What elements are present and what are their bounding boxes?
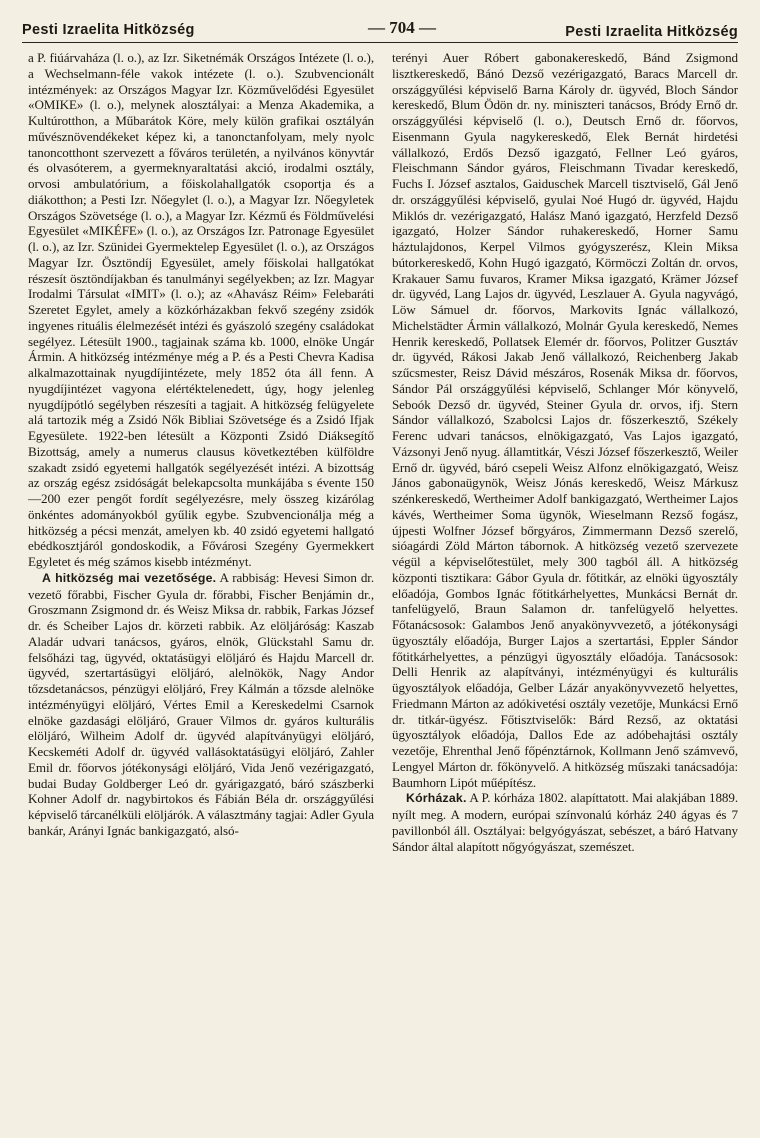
right-paragraph-2 [392,790,738,854]
page-number: — 704 — [368,18,436,37]
section-heading-hospitals: Kórházak. [406,791,467,806]
left-paragraph-2 [28,570,374,839]
left-column [28,50,374,839]
header-rule [22,42,738,43]
left-paragraph-1: a P. fiúárvaháza (l. o.), az Izr. Siketnémák Országos Intézete (l. o.), a Wechselmann-féle vakok intézete (l. o.). Szubvencionált intézmények: az Országos Magyar Izr. Közművelődési Egyesület «OMIKE» (l. o.), melynek alosztályai: a Menza Akademika, a Kultúrotthon, a Műbarátok Köre, mely külön grafikai osztályán művésznövendékeket képez ki, a tanonctanfolyam, mely nyolc tanoncotthont szervezett a főváros területén, a nyilvános könyvtár és olvasóterem, a gyermeknyaraltatási akció, irodalmi osztály, orvosi ambulatórium, a főiskolahallgatók csoportja és a diákotthon; a Pesti Izr. Nőegylet (l. o.), a Magyar Izr. Nőegyletek Országos Szövetsége (l. o.), a Magyar Izr. Kézmű és Földművelési Egyesület «MIKÉFE» (l. o.), az Országos Izr. Patronage Egyesület (l. o.), az Izr. Szünidei Gyermektelep Egyesület (l. o.), az Országos Magyar Izr. Ösztöndíj Egyesület, amely főiskolai hallgatókat részesít ösztöndíjakban és tanulmányi segélyekben; az Izr. Magyar Irodalmi Társulat «IMIT» (l. o.); az «Ahavász Réim» Felebaráti Szeretet Egylet, amely a közkórházakban fekvő szegény zsidók ingyenes rituális élelmezését intézi és gyászoló szegény családokat segélyez. Létesült 1900., tagjainak száma kb. 1000, elnöke Ungár Ármin. A hitközség intézménye még a P. és a Pesti Chevra Kadisa alkalmazottainak nyugdíjintézete, mely 1852 óta áll fenn. A nyugdíjintézet vagyona elértéktelenedett, úgy, hogy jelenleg nyugdíjpótló segélyben részesíti a tagjait. A hitközség felügyelete alá tartozik még a Zsidó Nők Bibliai Szövetsége és a Zsidó Ifjak Egyesülete. 1922-ben létesült a Központi Zsidó Diáksegítő Bizottság, amely a numerus clausus következtében külföldre szakadt zsidó egyetemi hallgatók segélyezését intézi. A bizottság az ország egész zsidóságát belekapcsolta munkájába s évente 150—200 ezer pengőt fordít segélyezésre, mely összeg kizárólag önkéntes adományokból gyűlik egybe. Szubvencionálja még a hitközség a pécsi menzát, amelyen kb. 40 zsidó egyetemi hallgató ebédkosztjáról gondoskodik, a Fővárosi Szegény Gyermekkert Egyletet és még számos kisebb intézményt. [28,50,374,569]
section-heading-leadership: A hitközség mai vezetősége. [42,570,217,585]
right-column [392,50,738,854]
running-header [22,14,738,44]
header-right-title: Pesti Izraelita Hitközség [565,24,738,40]
right-paragraph-1: terényi Auer Róbert gabonakereskedő, Bánd Zsigmond lisztkereskedő, Bánó Dezső vezérigazgató, Baracs Marcell dr. országgyűlési képviselő Barna Károly dr. ügyvéd, Bloch Sándor kereskedő, Blum Ödön dr. ny. miniszteri tanácsos, Bródy Ernő dr. országgyűlési képviselő (l. o.), Deutsch Ernő dr. főorvos, Eisenmann Gyula nagykereskedő, Elek Bernát hirdetési vállalkozó, Erdős Dezső igazgató, Fellner Leó gyáros, Fleischmann Sándor gyáros, Fleischmann Tivadar kereskedő, Fuchs I. József asztalos, Gaiduschek Marcell tisztviselő, Gál Jenő dr. országgyűlési képviselő, gyulai Noé Hugó dr. ügyvéd, Hajdu Miklós dr. vezérigazgató, Halász Manó igazgató, Herzfeld Dezső igazgató, Holzer Sándor ruhakereskedő, Horner Samu háztulajdonos, Kerpel Vilmos gyógyszerész, Klein Miksa bútorkereskedő, Kohn Hugó igazgató, Körmöczi Zoltán dr. orvos, Krakauer Samu fuvaros, Kramer Miksa igazgató, Krämer József dr. ügyvéd, Lang Lajos dr. ügyvéd, Leszlauer A. Gyula nagyvágó, Löw Sámuel dr. főorvos, Markovits Ignác vállalkozó, Michelstädter Ármin vállalkozó, Molnár Gyula kereskedő, Nemes Henrik kereskedő, Pollatsek Elemér dr. főorvos, Politzer Gusztáv dr. ügyvéd, Rákosi Jakab Jenő vállalkozó, Reichenberg Jakab szűcsmester, Reisz Dávid mészáros, Rosenák Miksa dr. főorvos, Sándor Pál országgyűlési képviselő, Schlanger Mór könyvelő, Seboók Dezső dr. ügyvéd, Steiner Gyula dr. orvos, ifj. Stern Sándor vállalkozó, Szabolcsi Lajos dr. főszerkesztő, Székely Ferenc udvari tanácsos, elnökigazgató, Vas Lajos igazgató, Vázsonyi Jenő nyug. államtitkár, Vészi József főszerkesztő, Weiler Ernő dr. ügyvéd, báró csepeli Weisz Alfonz elnökigazgató, Weisz János gabonaügynök, Weisz Jónás kereskedő, Weisz Márkusz szénkereskedő, Wertheimer Adolf bankigazgató, Wertheimer Lajos kávés, Wertheimer Soma ügynök, Wieselmann Rezső fogász, újpesti Wolfner József bőrgyáros, Zimmermann Dezső szerelő, sióagárdi Zöld Márton tábornok. A hitközség vezető szervezete végül a képviselőtestület, mely 300 tagból áll. A hitközség központi tisztikara: Gábor Gyula dr. főtitkár, az elnöki ügyosztály előadója, Gombos Ignác főtitkárhelyettes, Munkácsi Bernát dr. tanfelügyelő, Braun Salamon dr. tanfelügyelő helyettes. Főtanácsosok: Galambos Jenő anyakönyvvezető, a jótékonysági ügyosztály előadója, Burger Lajos a szertartási, Eppler Sándor főtitkárhelyettes, a pénzügyi ügyosztály előadója. Tanácsosok: Delli Henrik az alapítványi, intézményügyi és kulturális ügyosztályok előadója, Gelber Lázár anyakönyvvezető helyettes, Friedmann Márton az adókivetési osztály vezetője, Munkácsi Ernő dr. titkár-ügyész. Főtisztviselők: Bárd Rezső, az oktatási ügyosztályok előadója, Dallos Ede az adóbehajtási osztály vezetője, Ehrenthal Jenő főpénztárnok, Kollmann Jenő számvevő, Lengyel Márton dr. főkönyvelő. A hitközség műszaki tanácsadója: Baumhorn Lipót műépítész. [392,50,738,790]
right-paragraph-2-text: A P. kórháza 1802. alapíttatott. Mai alakjában 1889. nyílt meg. A modern, európai színvonalú kórház 240 ágyas és 7 pavillonból áll. Osztályai: belgyógyászat, sebészet, a báró Hatvany Sándor által alapított nőgyógyászat, szemészet. [392,790,738,854]
header-left-title: Pesti Izraelita Hitközség [22,22,195,38]
left-paragraph-2-text: A rabbiság: Hevesi Simon dr. vezető főrabbi, Fischer Gyula dr. főrabbi, Fischer Benjámin dr., Groszmann Zsigmond dr. és Weisz Miksa dr. rabbik, Farkas József dr. és Scheiber Lajos dr. körzeti rabbik. Az elöljáróság: Kaszab Aladár udvari tanácsos, gyáros, elnök, Glückstahl Samu dr. felsőházi tag, ügyvéd, oktatásügyi elöljáró és Hajdu Marcell dr. ügyvéd, szertartásügyi elöljáró, alelnökök, Nagy Andor tőzsdetanácsos, pénzügyi elöljáró, Frey Kálmán a tőzsde alelnöke intézményügyi elöljáró, Vértes Emil a Kereskedelmi Csarnok elnöke gazdasági elöljáró, Grauer Vilmos dr. gyáros kulturális elöljáró, Wilheim Adolf dr. ügyvéd alapítványügyi elöljáró, Kecskeméti Adolf dr. ügyvéd vallásoktatásügyi elöljáró, Zahler Emil dr. főorvos jótékonysági elöljáró, Vida Jenő vezérigazgató, budai Buday Goldberger Leó dr. gyárigazgató, báró szászberki Kohner Adolf dr. nagybirtokos és Fábián Béla dr. országgyűlési képviselő tárcanélküli elöljárók. A választmány tagjai: Adler Gyula bankár, Arányi Ignác bankigazgató, alsó- [28,569,374,838]
